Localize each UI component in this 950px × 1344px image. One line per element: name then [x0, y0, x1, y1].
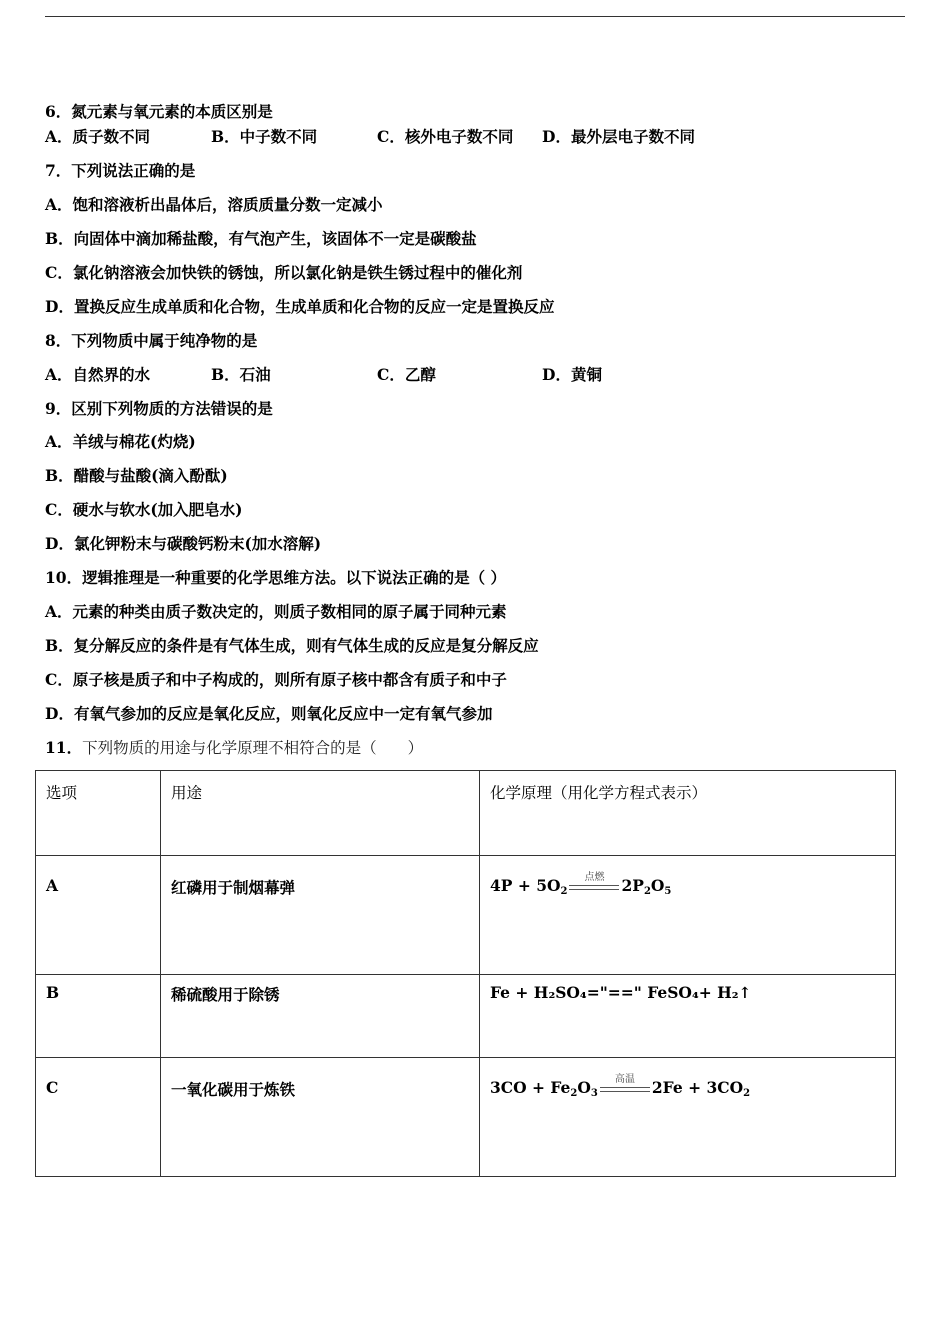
q8-option-d[interactable]: D．黄铜	[542, 365, 602, 384]
q7-option-b[interactable]: B．向固体中滴加稀盐酸，有气泡产生，该固体不一定是碳酸盐	[45, 229, 477, 248]
header-principle: 化学原理（用化学方程式表示）	[480, 771, 896, 856]
eq-c-sub: 3	[590, 1088, 598, 1099]
q11-table	[35, 770, 896, 1177]
row-b-equation: Fe + H₂SO₄="==" FeSO₄+ H₂↑	[480, 975, 896, 1058]
reaction-condition-arrow	[600, 1074, 650, 1096]
q9-option-b[interactable]: B．醋酸与盐酸(滴入酚酞)	[45, 466, 228, 485]
q6-option-c[interactable]: C．核外电子数不同	[377, 127, 514, 146]
eq-a-sub: 2	[560, 886, 568, 897]
q8-stem: 8．下列物质中属于纯净物的是	[45, 331, 258, 350]
header-use: 用途	[161, 771, 480, 856]
q6-option-d[interactable]: D．最外层电子数不同	[542, 127, 695, 146]
q7-option-d[interactable]: D．置换反应生成单质和化合物，生成单质和化合物的反应一定是置换反应	[45, 297, 555, 316]
row-a-equation	[480, 856, 896, 975]
eq-a-product: 2P	[621, 876, 644, 895]
q9-stem: 9．区别下列物质的方法错误的是	[45, 399, 273, 418]
eq-a-reactants: 4P + 5O	[490, 876, 561, 895]
row-c-equation	[480, 1058, 896, 1177]
q11-stem	[45, 738, 423, 758]
table-header-row	[36, 771, 896, 856]
row-c-use: 一氧化碳用于炼铁	[161, 1058, 480, 1177]
eq-c-reactants: O	[577, 1078, 591, 1097]
q7-stem: 7．下列说法正确的是	[45, 161, 196, 180]
q8-option-b[interactable]: B．石油	[211, 365, 271, 384]
q10-option-d[interactable]: D．有氧气参加的反应是氧化反应，则氧化反应中一定有氧气参加	[45, 704, 493, 723]
q11-text: 下列物质的用途与化学原理不相符合的是（ ）	[82, 739, 424, 757]
eq-c-reactants: 3CO + Fe	[490, 1078, 571, 1097]
q6-option-b[interactable]: B．中子数不同	[211, 127, 318, 146]
eq-c-sub: 2	[570, 1088, 578, 1099]
q8-option-c[interactable]: C．乙醇	[377, 365, 436, 384]
row-a-option: A	[36, 856, 161, 975]
eq-c-sub: 2	[743, 1088, 751, 1099]
q9-option-d[interactable]: D．氯化钾粉末与碳酸钙粉末(加水溶解)	[45, 534, 322, 553]
q7-option-a[interactable]: A．饱和溶液析出晶体后，溶质质量分数一定减小	[45, 195, 383, 214]
q8-option-a[interactable]: A．自然界的水	[45, 365, 151, 384]
q6-option-a[interactable]: A．质子数不同	[45, 127, 151, 146]
row-a-use: 红磷用于制烟幕弹	[161, 856, 480, 975]
table-row	[36, 1058, 896, 1177]
condition-label: 点燃	[584, 872, 605, 883]
reaction-condition-arrow	[569, 872, 619, 894]
header-rule	[45, 16, 905, 17]
eq-c-product: 2Fe + 3CO	[651, 1078, 744, 1097]
condition-label: 高温	[614, 1074, 635, 1085]
q10-option-b[interactable]: B．复分解反应的条件是有气体生成，则有气体生成的反应是复分解反应	[45, 636, 539, 655]
q9-option-a[interactable]: A．羊绒与棉花(灼烧)	[45, 432, 196, 451]
row-b-option: B	[36, 975, 161, 1058]
q10-stem: 10．逻辑推理是一种重要的化学思维方法。以下说法正确的是（ ）	[45, 568, 506, 587]
header-option: 选项	[36, 771, 161, 856]
table-row	[36, 975, 896, 1058]
row-b-use: 稀硫酸用于除锈	[161, 975, 480, 1058]
q11-number: 11．	[45, 738, 83, 757]
q9-option-c[interactable]: C．硬水与软水(加入肥皂水)	[45, 500, 243, 519]
q7-option-c[interactable]: C．氯化钠溶液会加快铁的锈蚀，所以氯化钠是铁生锈过程中的催化剂	[45, 263, 523, 282]
eq-a-product: O	[650, 876, 665, 895]
eq-a-sub: 2	[643, 886, 651, 897]
q10-option-a[interactable]: A．元素的种类由质子数决定的，则质子数相同的原子属于同种元素	[45, 602, 507, 621]
row-c-option: C	[36, 1058, 161, 1177]
eq-a-sub: 5	[664, 886, 672, 897]
q6-stem: 6．氮元素与氧元素的本质区别是	[45, 102, 273, 121]
table-row	[36, 856, 896, 975]
q10-option-c[interactable]: C．原子核是质子和中子构成的，则所有原子核中都含有质子和中子	[45, 670, 507, 689]
